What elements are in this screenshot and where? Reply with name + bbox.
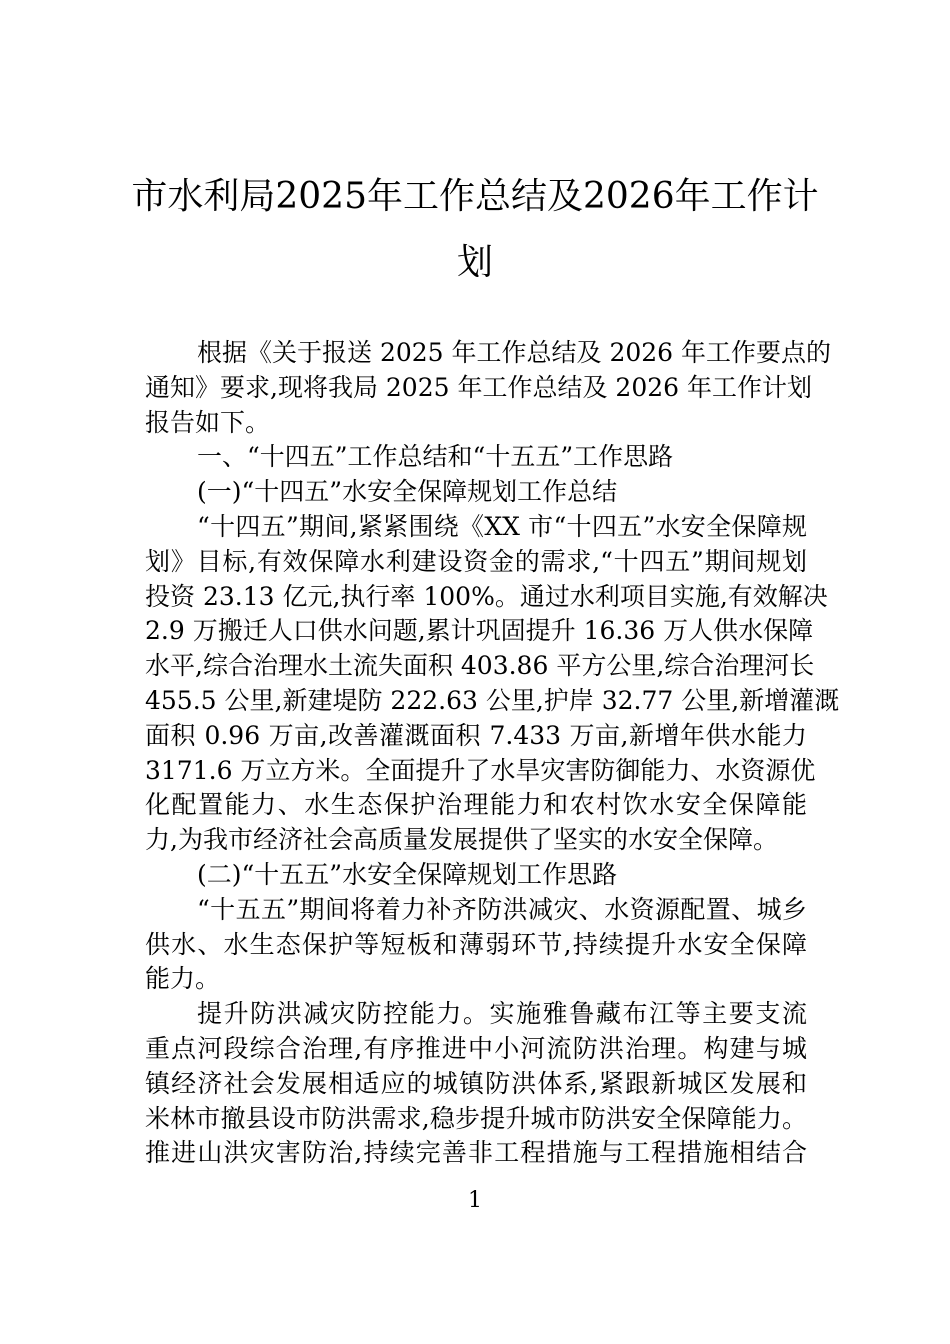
paragraph (145, 440, 807, 475)
text-line: 供水、水生态保护等短板和薄弱环节,持续提升水安全保障 (145, 929, 807, 959)
text-line: 通知》要求,现将我局 2025 年工作总结及 2026 年工作计划 (145, 372, 812, 402)
text-line: 镇经济社会发展相适应的城镇防洪体系,紧跟新城区发展和 (145, 1068, 807, 1098)
paragraph (145, 510, 840, 858)
paragraph (145, 893, 807, 997)
text-line: 2.9 万搬迁人口供水问题,累计巩固提升 16.36 万人供水保障 (145, 616, 814, 646)
text-line: 455.5 公里,新建堤防 222.63 公里,护岸 32.77 公里,新增灌溉 (145, 685, 840, 715)
paragraph (145, 997, 807, 1171)
text-line: 力,为我市经济社会高质量发展提供了坚实的水安全保障。 (145, 825, 778, 855)
document-title-line-2: 划 (456, 242, 493, 283)
paragraph (145, 475, 807, 510)
text-line: 重点河段综合治理,有序推进中小河流防洪治理。构建与城 (145, 1033, 807, 1063)
text-line: 划》目标,有效保障水利建设资金的需求,“十四五”期间规划 (145, 546, 807, 576)
text-line: 米林市撤县设市防洪需求,稳步提升城市防洪安全保障能力。 (145, 1103, 807, 1133)
text-line: 面积 0.96 万亩,改善灌溉面积 7.433 万亩,新增年供水能力 (145, 720, 807, 750)
text-line: 报告如下。 (145, 407, 271, 437)
text-line: 化配置能力、水生态保护治理能力和农村饮水安全保障能 (145, 790, 807, 820)
text-line: (二)“十五五”水安全保障规划工作思路 (197, 859, 618, 889)
paragraph (145, 336, 832, 440)
text-line: “十五五”期间将着力补齐防洪减灾、水资源配置、城乡 (197, 894, 807, 924)
text-line: 一、“十四五”工作总结和“十五五”工作思路 (197, 442, 674, 472)
document-body (145, 336, 840, 1171)
page-number: 1 (468, 1188, 482, 1213)
text-line: 能力。 (145, 964, 221, 994)
text-line: 3171.6 万立方米。全面提升了水旱灾害防御能力、水资源优 (145, 755, 816, 785)
paragraph (145, 858, 807, 893)
text-line: (一)“十四五”水安全保障规划工作总结 (197, 477, 618, 507)
text-line: 根据《关于报送 2025 年工作总结及 2026 年工作要点的 (197, 338, 832, 367)
text-line: 投资 23.13 亿元,执行率 100%。通过水利项目实施,有效解决 (145, 581, 828, 611)
text-line: 推进山洪灾害防治,持续完善非工程措施与工程措施相结合 (145, 1138, 807, 1168)
document-title-line-1: 市水利局2025年工作总结及2026年工作计 (131, 176, 819, 217)
text-line: 提升防洪减灾防控能力。实施雅鲁藏布江等主要支流 (197, 999, 807, 1029)
text-line: 水平,综合治理水土流失面积 403.86 平方公里,综合治理河长 (145, 651, 815, 681)
text-line: “十四五”期间,紧紧围绕《XX 市“十四五”水安全保障规 (197, 511, 807, 541)
